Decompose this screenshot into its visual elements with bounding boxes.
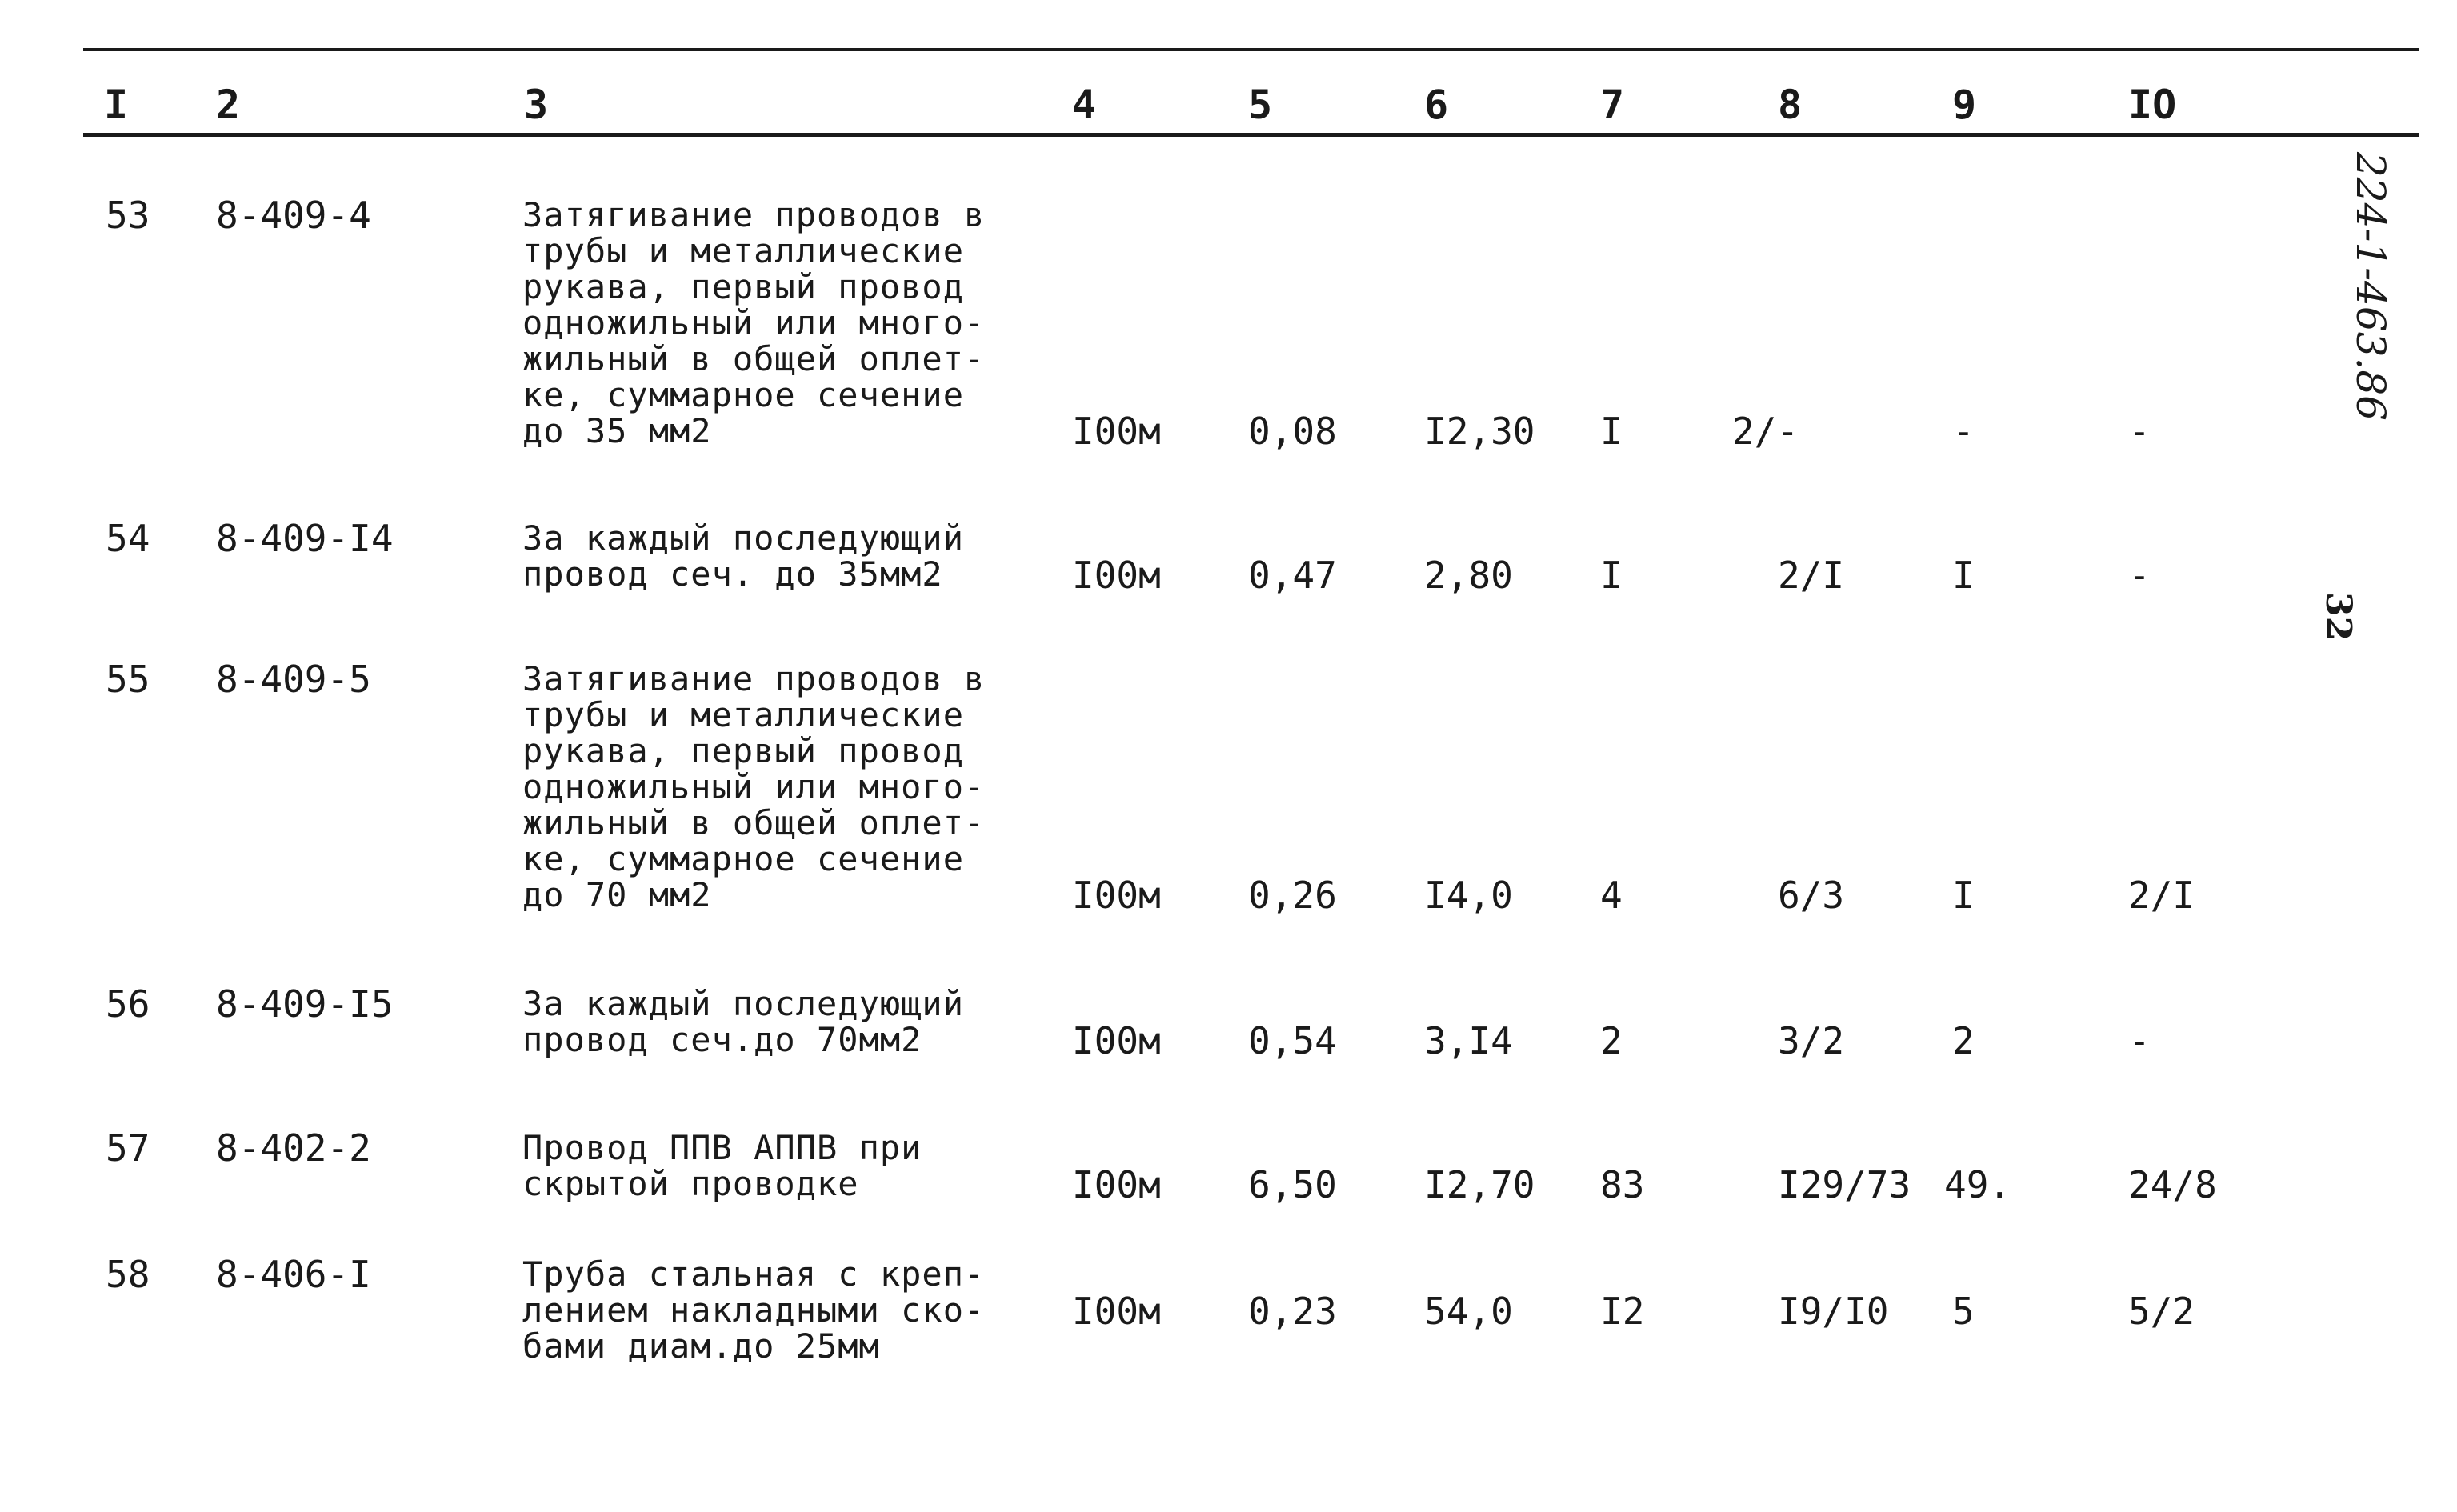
work-description: Провод ППВ АППВ при скрытой проводке bbox=[522, 1128, 922, 1203]
value-col-5: 0,26 bbox=[1248, 874, 1337, 917]
value-col-9: I bbox=[1952, 554, 1975, 597]
column-header-10: IO bbox=[2128, 82, 2177, 128]
document-code: 224-1-463.86 bbox=[2347, 152, 2394, 421]
norm-code: 8-409-4 bbox=[216, 194, 371, 237]
column-header-8: 8 bbox=[1778, 82, 1803, 128]
value-col-5: 0,23 bbox=[1248, 1290, 1337, 1333]
column-header-6: 6 bbox=[1424, 82, 1449, 128]
unit: I00м bbox=[1072, 554, 1161, 597]
unit: I00м bbox=[1072, 874, 1161, 917]
value-col-5: 0,54 bbox=[1248, 1019, 1337, 1062]
row-number: 55 bbox=[106, 658, 150, 701]
value-col-10: - bbox=[2128, 554, 2151, 597]
value-col-7: 4 bbox=[1600, 874, 1623, 917]
value-col-5: 0,08 bbox=[1248, 410, 1337, 453]
header-rule bbox=[83, 133, 2419, 137]
column-header-1: I bbox=[104, 82, 129, 128]
unit: I00м bbox=[1072, 1290, 1161, 1333]
value-col-7: 2 bbox=[1600, 1019, 1623, 1062]
value-col-6: 3,I4 bbox=[1424, 1019, 1513, 1062]
value-col-5: 6,50 bbox=[1248, 1163, 1337, 1206]
unit: I00м bbox=[1072, 1163, 1161, 1206]
norm-code: 8-409-5 bbox=[216, 658, 371, 701]
value-col-10: - bbox=[2128, 410, 2151, 453]
value-col-6: 54,0 bbox=[1424, 1290, 1513, 1333]
row-number: 56 bbox=[106, 982, 150, 1026]
value-col-9: 2 bbox=[1952, 1019, 1975, 1062]
value-col-6: I4,0 bbox=[1424, 874, 1513, 917]
value-col-9: I bbox=[1952, 874, 1975, 917]
unit: I00м bbox=[1072, 410, 1161, 453]
value-col-10: - bbox=[2128, 1019, 2151, 1062]
value-col-9: 49. bbox=[1944, 1163, 2011, 1206]
value-col-7: I2 bbox=[1600, 1290, 1645, 1333]
column-header-7: 7 bbox=[1600, 82, 1625, 128]
value-col-10: 5/2 bbox=[2128, 1290, 2195, 1333]
work-description: За каждый последующий провод сеч.до 70мм2 bbox=[522, 984, 965, 1059]
value-col-8: I9/I0 bbox=[1778, 1290, 1889, 1333]
value-col-6: I2,30 bbox=[1424, 410, 1535, 453]
value-col-9: 5 bbox=[1952, 1290, 1975, 1333]
row-number: 57 bbox=[106, 1126, 150, 1170]
column-header-2: 2 bbox=[216, 82, 241, 128]
value-col-10: 2/I bbox=[2128, 874, 2195, 917]
value-col-7: I bbox=[1600, 410, 1623, 453]
row-number: 58 bbox=[106, 1253, 150, 1296]
column-header-4: 4 bbox=[1072, 82, 1097, 128]
value-col-8: 2/- bbox=[1732, 410, 1799, 453]
row-number: 53 bbox=[106, 194, 150, 237]
value-col-8: I29/73 bbox=[1778, 1163, 1911, 1206]
column-header-3: 3 bbox=[524, 82, 549, 128]
work-description: Труба стальная с креп- лением накладными ско- бами диам.до 25мм bbox=[522, 1254, 986, 1366]
value-col-7: I bbox=[1600, 554, 1623, 597]
norm-code: 8-406-I bbox=[216, 1253, 371, 1296]
work-description: За каждый последующий провод сеч. до 35мм2 bbox=[522, 518, 965, 594]
norm-code: 8-409-I4 bbox=[216, 517, 394, 560]
page-number: 32 bbox=[2318, 592, 2359, 642]
value-col-10: 24/8 bbox=[2128, 1163, 2217, 1206]
value-col-8: 3/2 bbox=[1778, 1019, 1845, 1062]
top-rule bbox=[83, 48, 2419, 51]
column-header-5: 5 bbox=[1248, 82, 1273, 128]
value-col-8: 6/3 bbox=[1778, 874, 1845, 917]
work-description: Затягивание проводов в трубы и металлические рукава, первый провод одножильный или много- жильный в общей оплет- ке, суммарное сечение до 70 мм2 bbox=[522, 659, 986, 914]
norm-code: 8-402-2 bbox=[216, 1126, 371, 1170]
value-col-8: 2/I bbox=[1778, 554, 1845, 597]
value-col-9: - bbox=[1952, 410, 1975, 453]
norm-code: 8-409-I5 bbox=[216, 982, 394, 1026]
column-header-9: 9 bbox=[1952, 82, 1977, 128]
value-col-5: 0,47 bbox=[1248, 554, 1337, 597]
work-description: Затягивание проводов в трубы и металлические рукава, первый провод одножильный или много- жильный в общей оплет- ке, суммарное сечение до 35 мм2 bbox=[522, 195, 986, 450]
value-col-6: 2,80 bbox=[1424, 554, 1513, 597]
unit: I00м bbox=[1072, 1019, 1161, 1062]
value-col-6: I2,70 bbox=[1424, 1163, 1535, 1206]
row-number: 54 bbox=[106, 517, 150, 560]
value-col-7: 83 bbox=[1600, 1163, 1645, 1206]
